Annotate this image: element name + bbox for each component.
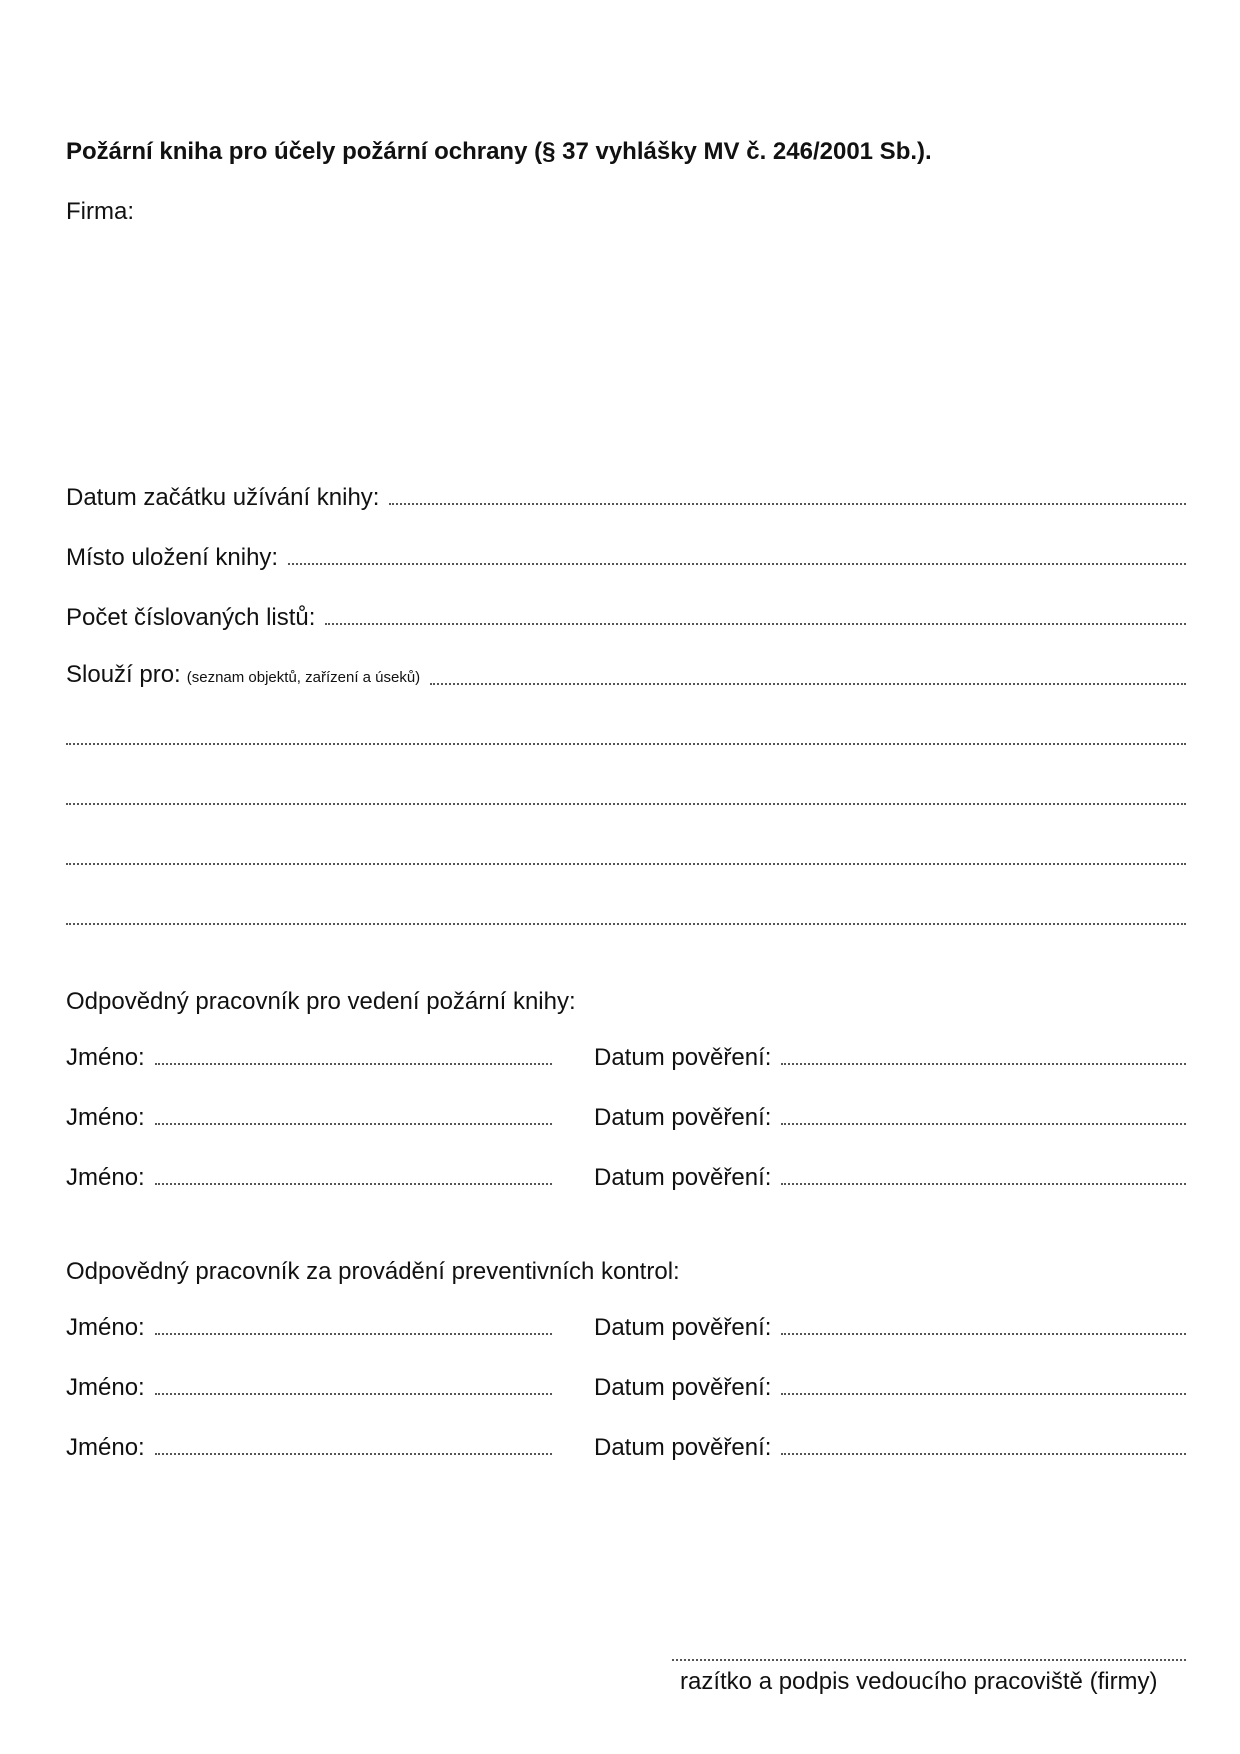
serves-extra-line-2[interactable]: [66, 803, 1186, 805]
name-label: Jméno:: [66, 1044, 145, 1071]
serves-hint: (seznam objektů, zařízení a úseků): [186, 669, 421, 686]
controls-name-row-2: [66, 1370, 552, 1402]
serves-label: Slouží pro:: [66, 661, 181, 688]
location-label: Místo uložení knihy:: [66, 544, 279, 571]
serves-field[interactable]: [430, 683, 1186, 685]
book-keeper-name-row-3: [66, 1160, 552, 1192]
signature-field[interactable]: [672, 1659, 1186, 1661]
date-field[interactable]: [781, 1333, 1186, 1335]
date-label: Datum pověření:: [594, 1314, 772, 1341]
book-keeper-date-row-1: [594, 1040, 1186, 1072]
date-label: Datum pověření:: [594, 1104, 772, 1131]
sheet-count-label: Počet číslovaných listů:: [66, 604, 316, 631]
start-date-row: [66, 480, 1186, 512]
controls-date-row-3: [594, 1430, 1186, 1462]
name-field[interactable]: [155, 1183, 552, 1185]
name-label: Jméno:: [66, 1374, 145, 1401]
serves-label-wrap: [66, 661, 420, 692]
controls-heading: Odpovědný pracovník za provádění preventivních kontrol:: [66, 1258, 680, 1285]
location-field[interactable]: [288, 563, 1186, 565]
name-label: Jméno:: [66, 1314, 145, 1341]
serves-extra-line-1[interactable]: [66, 743, 1186, 745]
name-label: Jméno:: [66, 1164, 145, 1191]
book-keeper-date-row-2: [594, 1100, 1186, 1132]
book-keeper-heading: Odpovědný pracovník pro vedení požární knihy:: [66, 988, 576, 1015]
date-label: Datum pověření:: [594, 1434, 772, 1461]
date-field[interactable]: [781, 1453, 1186, 1455]
date-field[interactable]: [781, 1393, 1186, 1395]
name-field[interactable]: [155, 1063, 552, 1065]
serves-extra-line-3[interactable]: [66, 863, 1186, 865]
start-date-label: Datum začátku užívání knihy:: [66, 484, 380, 511]
name-field[interactable]: [155, 1393, 552, 1395]
name-label: Jméno:: [66, 1434, 145, 1461]
location-row: [66, 540, 1186, 572]
name-field[interactable]: [155, 1453, 552, 1455]
book-keeper-date-row-3: [594, 1160, 1186, 1192]
book-keeper-name-row-1: [66, 1040, 552, 1072]
date-field[interactable]: [781, 1123, 1186, 1125]
serves-row: [66, 660, 1186, 692]
signature-caption: razítko a podpis vedoucího pracoviště (firmy): [680, 1668, 1158, 1695]
book-keeper-name-row-2: [66, 1100, 552, 1132]
controls-date-row-1: [594, 1310, 1186, 1342]
sheet-count-row: [66, 600, 1186, 632]
firm-label: Firma:: [66, 198, 134, 225]
date-label: Datum pověření:: [594, 1374, 772, 1401]
date-field[interactable]: [781, 1183, 1186, 1185]
sheet-count-field[interactable]: [325, 623, 1186, 625]
controls-date-row-2: [594, 1370, 1186, 1402]
controls-name-row-3: [66, 1430, 552, 1462]
serves-extra-line-4[interactable]: [66, 923, 1186, 925]
name-field[interactable]: [155, 1333, 552, 1335]
name-label: Jméno:: [66, 1104, 145, 1131]
date-label: Datum pověření:: [594, 1164, 772, 1191]
document-title: Požární kniha pro účely požární ochrany (§ 37 vyhlášky MV č. 246/2001 Sb.).: [66, 138, 932, 165]
start-date-field[interactable]: [389, 503, 1186, 505]
date-label: Datum pověření:: [594, 1044, 772, 1071]
name-field[interactable]: [155, 1123, 552, 1125]
date-field[interactable]: [781, 1063, 1186, 1065]
controls-name-row-1: [66, 1310, 552, 1342]
